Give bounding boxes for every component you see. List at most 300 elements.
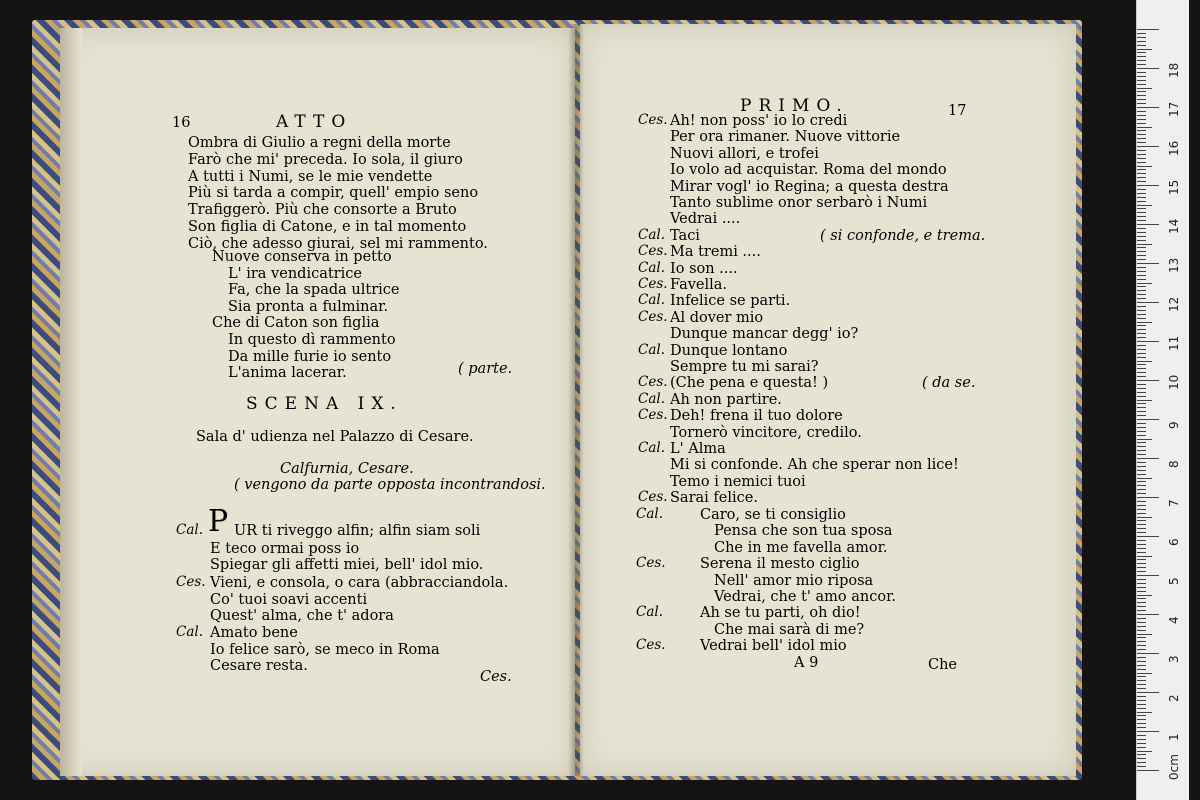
dialogue-line: Per ora rimaner. Nuove vittorie: [670, 129, 901, 146]
aria-line: Nuove conserva in petto: [212, 249, 392, 265]
ruler-tick: [1137, 376, 1146, 377]
dialogue-line: Tornerò vincitore, credilo.: [670, 424, 862, 441]
ruler-tick: [1137, 454, 1146, 455]
ruler-tick: [1137, 571, 1146, 572]
ruler-tick: [1137, 33, 1146, 34]
dialogue-line: Ah! non poss' io lo credi: [670, 113, 848, 129]
ruler-tick: [1137, 708, 1146, 709]
measuring-ruler: [1136, 0, 1189, 800]
ruler-tick: [1137, 337, 1146, 338]
ruler-tick: [1137, 216, 1146, 217]
ruler-label: 7: [1167, 499, 1181, 507]
ruler-tick: [1137, 72, 1146, 73]
dialogue-line: Ma tremi ....: [670, 244, 761, 261]
ruler-tick: [1137, 240, 1146, 241]
ruler-tick: [1137, 41, 1146, 42]
ruler-tick: [1137, 630, 1146, 631]
ruler-tick: [1137, 322, 1152, 323]
dialogue-line: Mirar vogl' io Regina; a questa destra: [670, 178, 949, 195]
ruler-tick: [1137, 247, 1146, 248]
ruler-tick: [1137, 673, 1152, 674]
dialogue-line: E teco ormai poss io: [210, 541, 360, 557]
ruler-tick: [1137, 704, 1146, 705]
running-header-right: PRIMO.: [740, 96, 849, 116]
ruler-tick: [1137, 485, 1146, 486]
dialogue-line: Vedrai ....: [670, 211, 741, 228]
ruler-tick: [1137, 754, 1146, 755]
signature-mark: A 9: [794, 655, 819, 671]
ruler-tick: [1137, 345, 1146, 346]
stage-direction: ( vengono da parte opposta incontrandosi.: [234, 477, 546, 493]
page-edge-shadow: [60, 28, 82, 776]
verse-line: Farò che mi' preceda. Io sola, il giuro: [188, 151, 463, 168]
ruler-tick: [1137, 259, 1146, 260]
ruler-label: 12: [1167, 296, 1181, 312]
ruler-tick: [1137, 411, 1146, 412]
ruler-tick: [1137, 60, 1146, 61]
ruler-tick: [1137, 341, 1159, 342]
verse-line: Trafiggerò. Più che consorte a Bruto: [188, 202, 457, 219]
speaker-label: Ces.: [638, 489, 668, 506]
speaker-label: Cal.: [638, 390, 665, 407]
ruler-tick: [1137, 244, 1152, 245]
ruler-tick: [1137, 302, 1159, 303]
speaker-label: Ces.: [176, 574, 206, 590]
aria-line: Sia pronta a fulminar.: [228, 298, 389, 315]
ruler-tick: [1137, 474, 1146, 475]
ruler-tick: [1137, 540, 1146, 541]
ruler-tick: [1137, 181, 1146, 182]
ruler-tick: [1137, 68, 1159, 69]
ruler-tick: [1137, 602, 1146, 603]
ruler-tick: [1137, 657, 1146, 658]
ruler-tick: [1137, 368, 1146, 369]
verse-line: Più si tarda a compir, quell' empio seno: [188, 185, 479, 202]
ruler-tick: [1137, 493, 1146, 494]
ruler-tick: [1137, 700, 1146, 701]
ruler-tick: [1137, 419, 1159, 420]
ruler-tick: [1137, 310, 1146, 311]
ruler-tick: [1137, 357, 1146, 358]
book-gutter: [568, 24, 584, 776]
ruler-tick: [1137, 212, 1146, 213]
ruler-tick: [1137, 712, 1152, 713]
speaker-label: Ces.: [636, 555, 666, 572]
verse-line: Ombra di Giulio a regni della morte: [188, 135, 451, 151]
ruler-tick: [1137, 286, 1146, 287]
ruler-tick: [1137, 329, 1146, 330]
ruler-tick: [1137, 372, 1146, 373]
ruler-tick: [1137, 88, 1152, 89]
ruler-tick: [1137, 306, 1146, 307]
ruler-tick: [1137, 314, 1146, 315]
ruler-tick: [1137, 680, 1146, 681]
ruler-tick: [1137, 150, 1146, 151]
ruler-tick: [1137, 513, 1146, 514]
ruler-tick: [1137, 325, 1146, 326]
ruler-tick: [1137, 80, 1146, 81]
ruler-tick: [1137, 439, 1152, 440]
ruler-tick: [1137, 723, 1146, 724]
ruler-tick: [1137, 606, 1146, 607]
ruler-tick: [1137, 205, 1152, 206]
ruler-tick: [1137, 688, 1146, 689]
ruler-label: 4: [1167, 616, 1181, 624]
ruler-tick: [1137, 220, 1146, 221]
duet-line: Ah se tu parti, oh dio!: [700, 605, 861, 622]
ruler-tick: [1137, 185, 1159, 186]
ruler-tick: [1137, 559, 1146, 560]
ruler-tick: [1137, 622, 1146, 623]
ruler-tick: [1137, 84, 1146, 85]
ruler-tick: [1137, 99, 1146, 100]
ruler-tick: [1137, 166, 1152, 167]
ruler-label: 18: [1167, 62, 1181, 78]
ruler-tick: [1137, 142, 1146, 143]
ruler-tick: [1137, 271, 1146, 272]
speaker-label: Cal.: [638, 292, 665, 309]
ruler-tick: [1137, 263, 1159, 264]
ruler-tick: [1137, 64, 1146, 65]
ruler-tick: [1137, 579, 1146, 580]
dialogue-line: Deh! frena il tuo dolore: [670, 408, 843, 425]
dialogue-line: Nuovi allori, e trofei: [670, 145, 819, 162]
ruler-tick: [1137, 556, 1152, 557]
ruler-tick: [1137, 173, 1146, 174]
ruler-tick: [1137, 318, 1146, 319]
ruler-tick: [1137, 76, 1146, 77]
ruler-tick: [1137, 123, 1146, 124]
aria-line: L'anima lacerar.: [228, 365, 347, 382]
ruler-tick: [1137, 517, 1152, 518]
dialogue-line: Mi si confonde. Ah che sperar non lice!: [670, 457, 959, 474]
stage-direction-parte: ( parte.: [458, 361, 513, 377]
ruler-tick: [1137, 598, 1146, 599]
ruler-tick: [1137, 552, 1146, 553]
duet-line: Caro, se ti consiglio: [700, 507, 846, 523]
duet-line: Vedrai bell' idol mio: [700, 638, 847, 655]
dialogue-line: Co' tuoi soavi accenti: [210, 592, 368, 608]
ruler-tick: [1137, 637, 1146, 638]
dialogue-line: Quest' alma, che t' adora: [210, 608, 394, 624]
ruler-tick: [1137, 634, 1152, 635]
aria-line: Da mille furie io sento: [228, 348, 392, 365]
ruler-tick: [1137, 458, 1159, 459]
dialogue-line: Taci: [670, 227, 700, 244]
ruler-tick: [1137, 380, 1159, 381]
ruler-tick: [1137, 435, 1146, 436]
ruler-tick: [1137, 532, 1146, 533]
ruler-tick: [1137, 298, 1146, 299]
dialogue-line: Dunque mancar degg' io?: [670, 326, 859, 343]
ruler-tick: [1137, 361, 1152, 362]
ruler-tick: [1137, 626, 1146, 627]
dialogue-line: Cesare resta.: [210, 658, 308, 674]
ruler-tick: [1137, 275, 1146, 276]
speaker-label: Ces.: [638, 407, 668, 424]
aria-line: L' ira vendicatrice: [228, 265, 362, 282]
ruler-tick: [1137, 719, 1146, 720]
ruler-tick: [1137, 349, 1146, 350]
dialogue-line: Favella.: [670, 277, 728, 293]
ruler-tick: [1137, 653, 1159, 654]
ruler-tick: [1137, 201, 1146, 202]
ruler-label: 8: [1167, 460, 1181, 468]
duet-line: Che in me favella amor.: [714, 539, 888, 556]
ruler-tick: [1137, 536, 1159, 537]
ruler-tick: [1137, 583, 1146, 584]
ruler-tick: [1137, 431, 1146, 432]
ruler-tick: [1137, 158, 1146, 159]
dialogue-line: Io son ....: [670, 260, 738, 277]
ruler-tick: [1137, 758, 1146, 759]
ruler-tick: [1137, 403, 1146, 404]
ruler-tick: [1137, 509, 1146, 510]
ruler-tick: [1137, 731, 1159, 732]
speaker-label: Cal.: [176, 522, 203, 538]
ruler-tick: [1137, 641, 1146, 642]
dialogue-line: Io volo ad acquistar. Roma del mondo: [670, 162, 947, 179]
dialogue-line: Sempre tu mi sarai?: [670, 359, 819, 375]
scene-setting: Sala d' udienza nel Palazzo di Cesare.: [196, 429, 474, 445]
duet-line: Nell' amor mio riposa: [714, 572, 874, 589]
dialogue-line: Amato bene: [210, 625, 298, 641]
ruler-tick: [1137, 45, 1146, 46]
ruler-label: 17: [1167, 101, 1181, 117]
ruler-tick: [1137, 423, 1146, 424]
ruler-tick: [1137, 407, 1146, 408]
ruler-tick: [1137, 520, 1146, 521]
ruler-tick: [1137, 751, 1152, 752]
page-number-left: 16: [172, 115, 191, 131]
ruler-tick: [1137, 197, 1146, 198]
ruler-label: 10: [1167, 374, 1181, 390]
verse-line: Ciò, che adesso giurai, sel mi rammento.: [188, 235, 488, 252]
dialogue-line: L' Alma: [670, 441, 726, 457]
catchword-right: Che: [928, 657, 958, 673]
dialogue-line: (Che pena e questa! ): [670, 375, 829, 392]
ruler-tick: [1137, 618, 1146, 619]
ruler-tick: [1137, 743, 1146, 744]
ruler-tick: [1137, 478, 1152, 479]
ruler-tick: [1137, 95, 1146, 96]
ruler-tick: [1137, 290, 1146, 291]
ruler-tick: [1137, 462, 1146, 463]
ruler-tick: [1137, 684, 1146, 685]
running-header-left: ATTO: [276, 112, 353, 132]
ruler-tick: [1137, 739, 1146, 740]
ruler-tick: [1137, 388, 1146, 389]
ruler-label: 13: [1167, 257, 1181, 273]
ruler-tick: [1137, 189, 1146, 190]
ruler-tick: [1137, 548, 1146, 549]
ruler-tick: [1137, 267, 1146, 268]
speaker-label: Cal.: [638, 341, 665, 358]
ruler-tick: [1137, 442, 1146, 443]
ruler-tick: [1137, 228, 1146, 229]
ruler-tick: [1137, 692, 1159, 693]
speaker-label: Cal.: [176, 624, 203, 640]
ruler-tick: [1137, 224, 1159, 225]
dialogue-line: Vieni, e consola, o cara (abbracciandola.: [210, 575, 509, 591]
ruler-tick: [1137, 56, 1146, 57]
ruler-tick: [1137, 52, 1146, 53]
ruler-label: 1: [1167, 733, 1181, 741]
ruler-label: 14: [1167, 218, 1181, 234]
ruler-tick: [1137, 177, 1146, 178]
dialogue-line: Infelice se parti.: [670, 293, 791, 310]
ruler-label: 5: [1167, 577, 1181, 585]
ruler-tick: [1137, 563, 1146, 564]
ruler-tick: [1137, 384, 1146, 385]
dialogue-line: Temo i nemici tuoi: [670, 473, 806, 490]
ruler-label: 11: [1167, 335, 1181, 351]
duet-line: Serena il mesto ciglio: [700, 556, 860, 573]
speaker-label: Ces.: [638, 374, 668, 391]
ruler-tick: [1137, 396, 1146, 397]
ruler-tick: [1137, 665, 1146, 666]
dialogue-line: Io felice sarò, se meco in Roma: [210, 642, 440, 658]
ruler-tick: [1137, 193, 1146, 194]
duet-line: Pensa che son tua sposa: [714, 523, 893, 540]
ruler-tick: [1137, 567, 1146, 568]
aria-line: In questo dì rammento: [228, 332, 396, 348]
ruler-tick: [1137, 169, 1146, 170]
ruler-tick: [1137, 446, 1146, 447]
ruler-tick: [1137, 762, 1146, 763]
verse-line: A tutti i Numi, se le mie vendette: [188, 168, 433, 185]
ruler-tick: [1137, 107, 1159, 108]
dialogue-line: Tanto sublime onor serbarò i Numi: [670, 195, 928, 211]
ruler-tick: [1137, 610, 1146, 611]
ruler-tick: [1137, 649, 1146, 650]
ruler-tick: [1137, 255, 1146, 256]
ruler-tick: [1137, 450, 1146, 451]
catchword-left: Ces.: [480, 669, 512, 685]
ruler-label: 0cm: [1167, 754, 1181, 780]
ruler-tick: [1137, 595, 1152, 596]
ruler-label: 9: [1167, 421, 1181, 429]
ruler-tick: [1137, 481, 1146, 482]
ruler-tick: [1137, 766, 1146, 767]
ruler-tick: [1137, 575, 1159, 576]
ruler-tick: [1137, 614, 1159, 615]
ruler-tick: [1137, 501, 1146, 502]
ruler-tick: [1137, 283, 1152, 284]
speaker-label: Ces.: [638, 308, 668, 325]
ruler-tick: [1137, 115, 1146, 116]
ruler-tick: [1137, 645, 1146, 646]
ruler-tick: [1137, 236, 1146, 237]
ruler-tick: [1137, 392, 1146, 393]
ruler-tick: [1137, 127, 1152, 128]
ruler-tick: [1137, 669, 1146, 670]
ruler-tick: [1137, 37, 1146, 38]
ruler-tick: [1137, 208, 1146, 209]
ruler-tick: [1137, 591, 1146, 592]
ruler-tick: [1137, 400, 1152, 401]
ruler-tick: [1137, 528, 1146, 529]
ruler-tick: [1137, 489, 1146, 490]
scene-title: SCENA IX.: [246, 394, 403, 414]
speaker-label: Cal.: [638, 226, 665, 243]
ruler-tick: [1137, 505, 1146, 506]
stage-direction: ( si confonde, e trema.: [820, 227, 986, 244]
ruler-tick: [1137, 715, 1146, 716]
ruler-tick: [1137, 415, 1146, 416]
ruler-tick: [1137, 91, 1146, 92]
dialogue-line: Al dover mio: [670, 309, 764, 326]
ruler-tick: [1137, 138, 1146, 139]
ruler-tick: [1137, 154, 1146, 155]
ruler-tick: [1137, 696, 1146, 697]
ruler-tick: [1137, 162, 1146, 163]
aria-line: Fa, che la spada ultrice: [228, 282, 400, 299]
ruler-tick: [1137, 119, 1146, 120]
aria-line: Che di Caton son figlia: [212, 315, 380, 332]
speaker-label: Ces.: [638, 276, 668, 292]
ruler-tick: [1137, 497, 1159, 498]
ruler-tick: [1137, 146, 1159, 147]
ruler-tick: [1137, 29, 1159, 30]
ruler-tick: [1137, 134, 1146, 135]
stage-direction: ( da se.: [922, 375, 976, 392]
character-list: Calfurnia, Cesare.: [280, 461, 414, 477]
ruler-tick: [1137, 333, 1146, 334]
ruler-tick: [1137, 232, 1146, 233]
ruler-tick: [1137, 470, 1146, 471]
ruler-tick: [1137, 735, 1146, 736]
speaker-label: Ces.: [636, 637, 666, 654]
ruler-tick: [1137, 747, 1146, 748]
dialogue-line: Spiegar gli affetti miei, bell' idol mio.: [210, 557, 484, 573]
drop-cap: P: [208, 504, 229, 539]
ruler-tick: [1137, 727, 1146, 728]
ruler-tick: [1137, 111, 1146, 112]
verse-line: Son figlia di Catone, e in tal momento: [188, 219, 467, 235]
dialogue-line: UR ti riveggo alfin; alfin siam soli: [234, 523, 481, 539]
speaker-label: Cal.: [636, 506, 663, 522]
ruler-label: 3: [1167, 655, 1181, 663]
ruler-tick: [1137, 353, 1146, 354]
speaker-label: Cal.: [638, 440, 665, 456]
ruler-tick: [1137, 279, 1146, 280]
duet-line: Vedrai, che t' amo ancor.: [714, 589, 897, 605]
ruler-tick: [1137, 427, 1146, 428]
dialogue-line: Ah non partire.: [670, 391, 782, 408]
ruler-tick: [1137, 661, 1146, 662]
dialogue-line: Sarai felice.: [670, 490, 758, 507]
ruler-label: 15: [1167, 179, 1181, 195]
ruler-tick: [1137, 466, 1146, 467]
ruler-tick: [1137, 524, 1146, 525]
ruler-tick: [1137, 49, 1152, 50]
ruler-tick: [1137, 294, 1146, 295]
ruler-tick: [1137, 544, 1146, 545]
speaker-label: Ces.: [638, 112, 668, 128]
dialogue-line: Dunque lontano: [670, 342, 788, 359]
speaker-label: Ces.: [638, 243, 668, 260]
ruler-tick: [1137, 770, 1159, 771]
speaker-label: Cal.: [638, 259, 665, 276]
ruler-tick: [1137, 364, 1146, 365]
page-number-right: 17: [948, 103, 967, 119]
ruler-tick: [1137, 103, 1146, 104]
speaker-label: Cal.: [636, 604, 663, 621]
ruler-tick: [1137, 251, 1146, 252]
duet-line: Che mai sarà di me?: [714, 621, 865, 638]
ruler-tick: [1137, 676, 1146, 677]
